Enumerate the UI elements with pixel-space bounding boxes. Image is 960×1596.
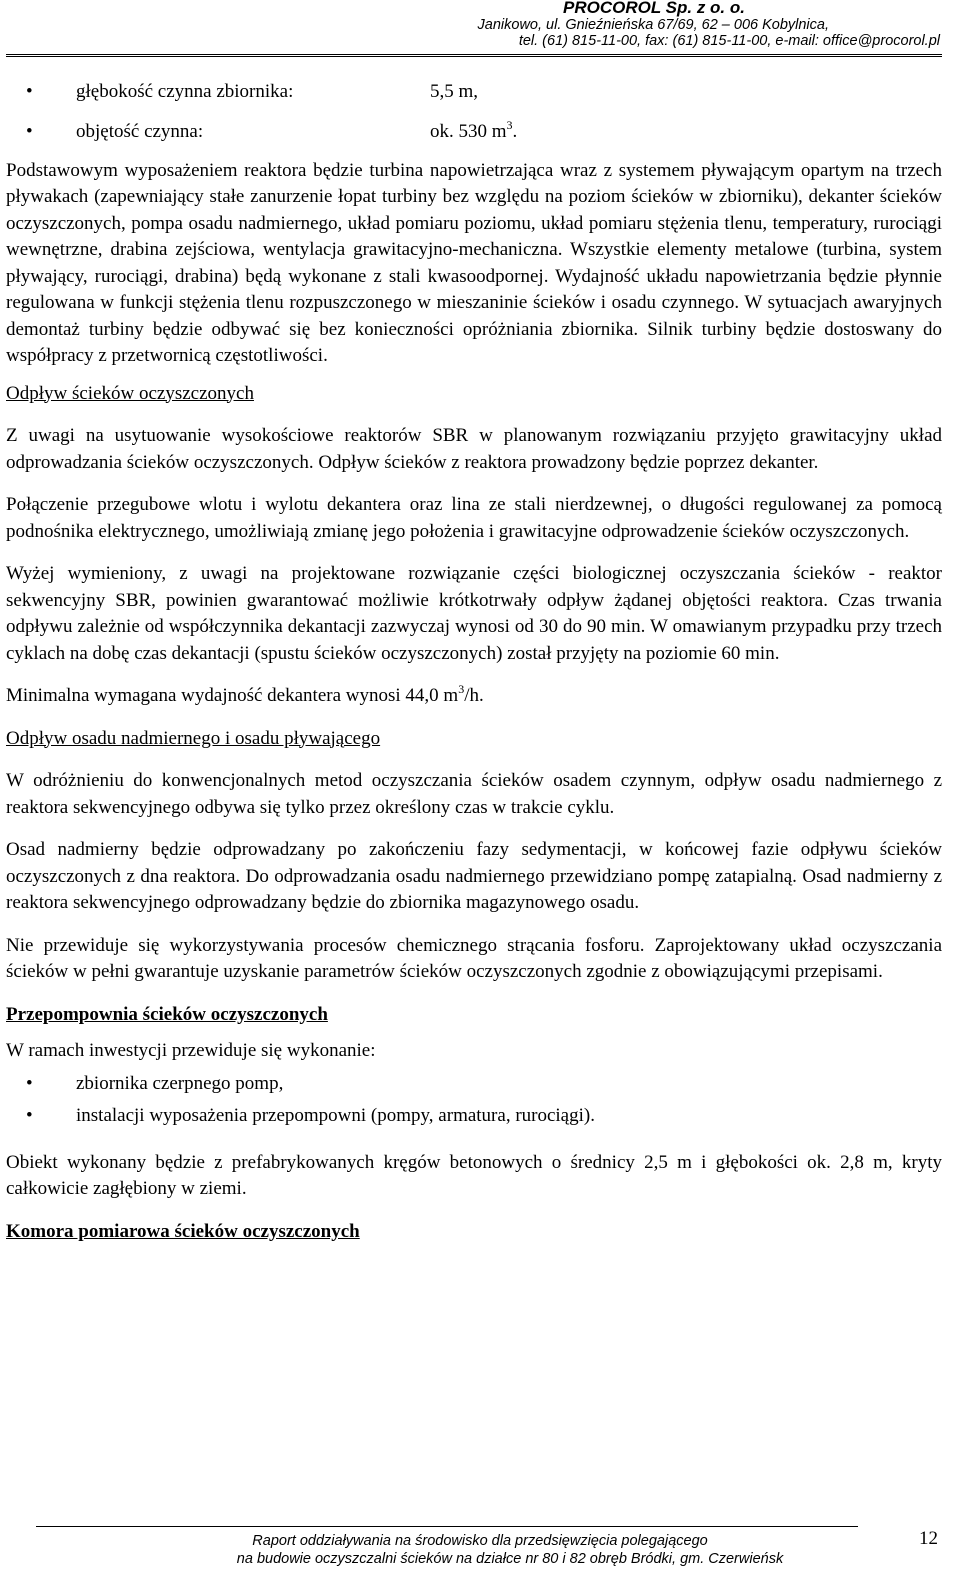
param-value: 5,5 m, — [430, 80, 479, 102]
letterhead — [6, 0, 942, 57]
param-value: ok. 530 $m^3$. — [430, 118, 518, 142]
param-label: głębokość czynna zbiornika: — [76, 80, 294, 102]
page-number: 12 — [919, 1528, 938, 1549]
paragraph: Obiekt wykonany będzie z prefabrykowanych kręgów betonowych o średnicy 2,5 m i głębokości ok. 2,8 m, kryty całkowicie zagłębiony w ziemi. — [6, 1151, 942, 1199]
paragraph: Połączenie przegubowe wlotu i wylotu dekantera oraz lina ze stali nierdzewnej, o długości regulowanej za pomocą podnośnika elektrycznego, umożliwiają zmianę jego położenia i grawitacyjne odprowadzenie ścieków oczyszczonych. — [6, 494, 942, 542]
section-heading: Odpływ ścieków oczyszczonych — [6, 382, 254, 404]
paragraph: W odróżnieniu do konwencjonalnych metod oczyszczania ścieków osadem czynnym, odpływ osadu nadmiernego z reaktora sekwencyjnego odbywa się tylko przez określony czas w trakcie cyklu. — [6, 770, 942, 818]
param-label: objętość czynna: — [76, 121, 204, 142]
paragraph: Minimalna wymagana wydajność dekantera wynosi 44,0 $m^3/h$. — [6, 682, 484, 706]
company-name: PROCOROL Sp. z o. o. — [563, 0, 745, 17]
paragraph: Z uwagi na usytuowanie wysokościowe reaktorów SBR w planowanym rozwiązaniu przyjęto grawitacyjny układ odprowadzania ścieków oczyszczonych. Odpływ ścieków z reaktora prowadzony będzie poprzez dekanter. — [6, 425, 942, 473]
company-address: Janikowo, ul. Gnieźnieńska 67/69, 62 – 006 Kobylnica, — [477, 16, 829, 33]
document-body — [6, 79, 942, 1246]
installation-list — [6, 1071, 942, 1130]
header-rule — [6, 52, 942, 57]
footer-line-1: Raport oddziaływania na środowisko dla przedsięwzięcia polegającego — [252, 1533, 708, 1549]
paragraph: Nie przewiduje się wykorzystywania procesów chemicznego strącania fosforu. Zaprojektowany układ oczyszczania ścieków w pełni gwarantuje uzyskanie parametrów ścieków oczyszczonych zgodnie z obowiązującymi przepisami. — [6, 934, 942, 982]
list-item — [6, 119, 942, 146]
footer-rule — [36, 1526, 858, 1527]
footer-line-2: na budowie oczyszczalni ścieków na działce nr 80 i 82 obręb Bródki, gm. Czerwieńsk — [236, 1551, 784, 1567]
list-item: • zbiornika czerpnego pomp, — [6, 1071, 942, 1098]
list-item: • instalacji wyposażenia przepompowni (pompy, armatura, rurociągi). — [6, 1103, 942, 1130]
paragraph: W ramach inwestycji przewiduje się wykonanie: — [6, 1040, 376, 1061]
paragraph: Podstawowym wyposażeniem reaktora będzie turbina napowietrzająca wraz z systemem pływającym opartym na trzech pływakach (zapewniający stałe zanurzenie łopat turbiny bez względu na poziom ścieków w zbiorniku), dekanter ścieków oczyszczonych, pompa osadu nadmiernego, układ pomiaru poziomu, układ pomiaru stężenia tlenu, temperatury, rurociągi wewnętrzne, drabina zejściowa, wentylacja grawitacyjno-mechaniczna. Wszystkie elementy metalowe (turbina, system pływający, rurociągi, drabina) będą wykonane z stali kwasoodpornej. Wydajność układu napowietrzania będzie płynnie regulowana w funkcji stężenia tlenu rozpuszczonego w mieszaninie ścieków i osadu czynnego. W sytuacjach awaryjnych demontaż turbiny będzie odbywać się bez konieczności opróżniania zbiornika. Silnik turbiny będzie dostoswany do współpracy z przetwornicą częstotliwości. — [6, 159, 942, 366]
list-item — [6, 79, 942, 106]
section-heading: Odpływ osadu nadmiernego i osadu pływającego — [6, 727, 381, 749]
section-heading: Przepompownia ścieków oczyszczonych — [6, 1003, 328, 1025]
paragraph: Wyżej wymieniony, z uwagi na projektowane rozwiązanie części biologicznej oczyszczania ścieków - reaktor sekwencyjny SBR, powinien gwarantować możliwie krótkotrwały odpływ żądanej objętości reaktora. Czas trwania odpływu zależnie od współczynnika dekantacji zazwyczaj wynosi od 30 do 90 min. W omawianym przypadku przy trzech cyklach na dobę czas dekantacji (spustu ścieków oczyszczonych) został przyjęty na poziomie 60 min. — [6, 563, 942, 664]
company-contact: tel. (61) 815-11-00, fax: (61) 815-11-00, e-mail: office@procorol.pl — [518, 33, 940, 49]
paragraph: Osad nadmierny będzie odprowadzany po zakończeniu fazy sedymentacji, w końcowej fazie odpływu ścieków oczyszczonych z dna reaktora. Do odprowadzania osadu nadmiernego przewidziano pompę zatapialną. Osad nadmierny z reaktora sekwencyjnego odprowadzany będzie do zbiornika magazynowego osadu. — [6, 839, 942, 913]
tank-parameters-list — [6, 79, 942, 146]
section-heading: Komora pomiarowa ścieków oczyszczonych — [6, 1220, 360, 1242]
